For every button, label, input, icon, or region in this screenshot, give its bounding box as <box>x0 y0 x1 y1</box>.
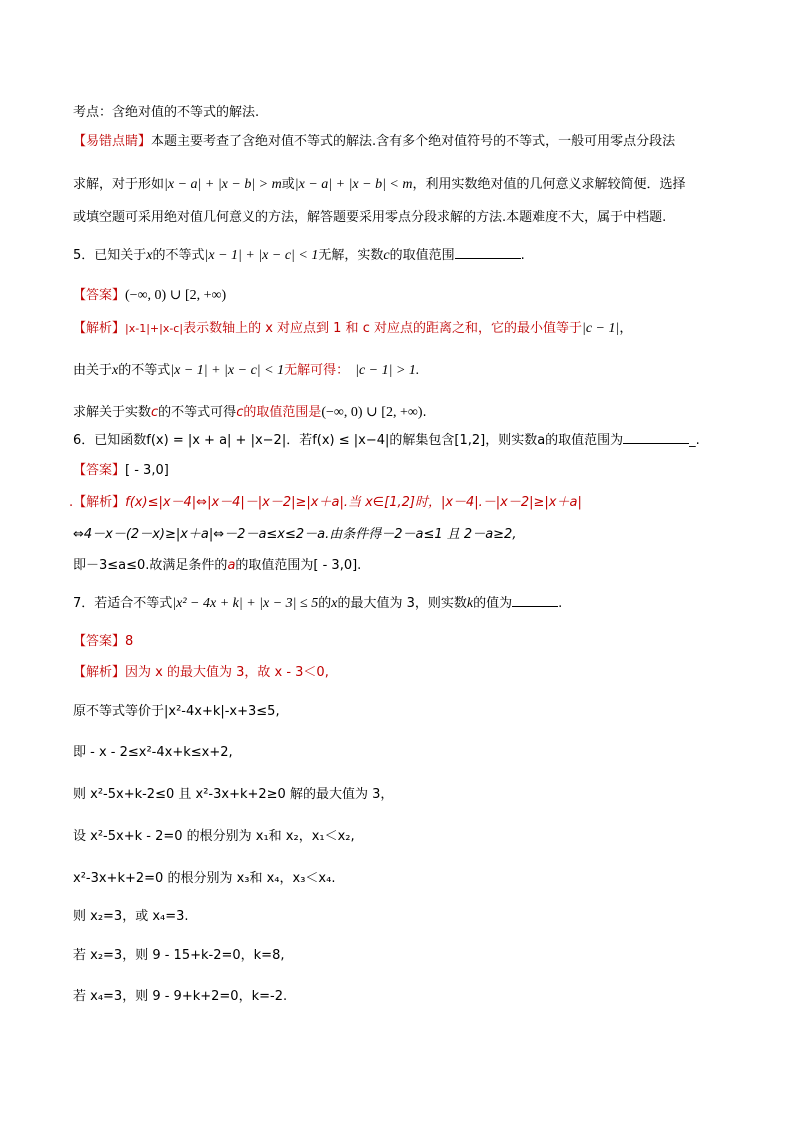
q6-answer-blank <box>623 430 689 444</box>
q7-analysis-2 <box>73 703 280 721</box>
q5-analysis-3 <box>73 404 427 422</box>
q5-mid: 的不等式 <box>152 248 205 263</box>
q6-analysis-tag: 【解析】 <box>73 495 126 510</box>
q7-answer-blank <box>512 593 558 607</box>
kaodian-line <box>73 104 259 122</box>
q7-l7: 则 x₂=3，或 x₄=3. <box>73 909 189 924</box>
q5-a3-mid: 的不等式可得 <box>158 405 237 420</box>
q7-question <box>73 593 562 613</box>
q7-post2: 的值为 <box>473 596 513 611</box>
q7-analysis-1 <box>73 664 329 682</box>
q7-analysis-9 <box>73 988 287 1006</box>
q7-analysis-6 <box>73 870 335 888</box>
q7-analysis-8 <box>73 947 284 965</box>
q7-analysis-5 <box>73 828 355 846</box>
yicuo-tag: 【易错点睛】 <box>73 134 152 149</box>
q5-question <box>73 245 525 265</box>
q5-end: . <box>520 248 525 263</box>
yicuo-text-2-pre: 求解，对于形如 <box>73 177 165 192</box>
q5-a2-x: x <box>112 363 119 378</box>
yicuo-line-2 <box>73 176 686 194</box>
yicuo-text-3: 或填空题可采用绝对值几何意义的方法，解答题要采用零点分段求解的方法.本题难度不大，属于中档题. <box>73 210 667 225</box>
q5-analysis-tag: 【解析】 <box>73 321 126 336</box>
q6-a1-dot: . <box>69 495 74 510</box>
q7-analysis-tag: 【解析】 <box>73 665 126 680</box>
q7-l2: 原不等式等价于|x²-4x+k|-x+3≤5, <box>73 704 280 719</box>
q7-l8: 若 x₂=3，则 9 - 15+k-2=0，k=8, <box>73 948 285 963</box>
q6-question-text: 6．已知函数f(x) = |x + a| + |x−2|．若f(x) ≤ |x−4|的解集包含[1,2]，则实数a的取值范围为 <box>73 433 624 448</box>
q5-a3-text: 的取值范围是 <box>243 405 322 420</box>
q6-analysis-2 <box>73 526 516 544</box>
q5-analysis-1 <box>73 320 632 338</box>
q6-end: _. <box>689 433 700 448</box>
q7-x: x <box>331 596 338 611</box>
yicuo-text-2-post: ，利用实数绝对值的几何意义求解较简便．选择 <box>412 177 686 192</box>
expr-abs-gt: |x − a| + |x − b| > m <box>164 177 282 192</box>
q6-analysis-3 <box>73 557 361 575</box>
q7-analysis-7 <box>73 908 189 926</box>
yicuo-line-3 <box>73 209 666 227</box>
q6-answer-tag: 【答案】 <box>73 463 126 478</box>
q5-post2: 的取值范围 <box>389 248 455 263</box>
q7-analysis-4 <box>73 786 393 804</box>
q7-l4: 则 x²-5x+k-2≤0 且 x²-3x+k+2≥0 解的最大值为 3， <box>73 787 394 802</box>
q7-l5: 设 x²-5x+k - 2=0 的根分别为 x₁和 x₂，x₁＜x₂, <box>73 829 355 844</box>
q5-answer-blank <box>455 245 521 259</box>
q7-l3: 即 - x - 2≤x²-4x+k≤x+2, <box>73 745 233 760</box>
q7-l1: 因为 x 的最大值为 3，故 x - 3＜0, <box>125 665 329 680</box>
or-text: 或 <box>281 177 295 192</box>
q5-a3-c2: c <box>236 405 244 420</box>
q5-a3-end: . <box>422 405 427 420</box>
q5-a3-res: (−∞, 0) ∪ [2, +∞) <box>321 405 423 420</box>
q5-analysis-2 <box>73 362 419 380</box>
q5-a2-mid: 的不等式 <box>118 363 171 378</box>
q5-a1-expr: |x-1|+|x-c| <box>125 322 184 335</box>
q5-a3-c1: c <box>151 405 159 420</box>
q7-l6: x²-3x+k+2=0 的根分别为 x₃和 x₄，x₃＜x₄. <box>73 871 336 886</box>
q5-answer-line <box>73 287 226 305</box>
q5-a2-res: |c − 1| > 1. <box>355 363 420 378</box>
expr-abs-lt: |x − a| + |x − b| < m <box>294 177 413 192</box>
q6-a2-text: ⇔4－x－(2－x)≥|x＋a|⇔－2－a≤x≤2－a.由条件得－2－a≤1 且 2－a≥2, <box>73 527 517 542</box>
q7-end: . <box>558 596 563 611</box>
q7-mid: 的 <box>318 596 332 611</box>
q5-post: 无解，实数 <box>318 248 384 263</box>
q7-post: 的最大值为 3，则实数 <box>337 596 467 611</box>
q5-answer: (−∞, 0) ∪ [2, +∞) <box>125 288 227 303</box>
q5-a1-comma: ， <box>619 321 633 336</box>
q5-expr: |x − 1| + |x − c| < 1 <box>204 248 319 263</box>
q6-question <box>73 430 700 450</box>
q7-k: k <box>466 596 474 611</box>
kaodian-text: 考点：含绝对值的不等式的解法. <box>73 105 260 120</box>
q7-expr: |x² − 4x + k| + |x − 3| ≤ 5 <box>172 596 319 611</box>
q7-answer: 8 <box>125 634 134 649</box>
q6-a3-pre: 即－3≤a≤0.故满足条件的 <box>73 558 228 573</box>
q7-pre: 7．若适合不等式 <box>73 596 173 611</box>
q5-a3-pre: 求解关于实数 <box>73 405 152 420</box>
q7-analysis-3 <box>73 744 233 762</box>
q6-answer-line <box>73 462 169 480</box>
q5-a2-expr: |x − 1| + |x − c| < 1 <box>170 363 285 378</box>
q5-var-c: c <box>383 248 390 263</box>
q6-a1-text: f(x)≤|x－4|⇔|x－4|－|x－2|≥|x＋a|.当 x∈[1,2]时，|x－4|.－|x－2|≥|x＋a| <box>125 495 582 510</box>
q6-answer: [ - 3,0] <box>125 463 169 478</box>
q5-answer-tag: 【答案】 <box>73 288 126 303</box>
q7-l9: 若 x₄=3，则 9 - 9+k+2=0，k=-2. <box>73 989 288 1004</box>
q5-var-x: x <box>146 248 153 263</box>
q6-a3-post: 的取值范围为[ - 3,0]. <box>235 558 362 573</box>
q5-a2-red: 无解可得： <box>284 363 350 378</box>
yicuo-text-1: 本题主要考查了含绝对值不等式的解法.含有多个绝对值符号的不等式，一般可用零点分段法 <box>151 134 676 149</box>
q6-a3-a: a <box>227 558 236 573</box>
q7-answer-line <box>73 633 133 651</box>
q5-a1-end: |c − 1| <box>581 321 620 336</box>
q5-pre: 5．已知关于 <box>73 248 147 263</box>
yicuo-line-1 <box>73 133 675 151</box>
q5-a2-pre: 由关于 <box>73 363 113 378</box>
q7-answer-tag: 【答案】 <box>73 634 126 649</box>
q6-analysis-1 <box>69 494 582 512</box>
q5-a1-text: 表示数轴上的 x 对应点到 1 和 c 对应点的距离之和，它的最小值等于 <box>183 321 582 336</box>
